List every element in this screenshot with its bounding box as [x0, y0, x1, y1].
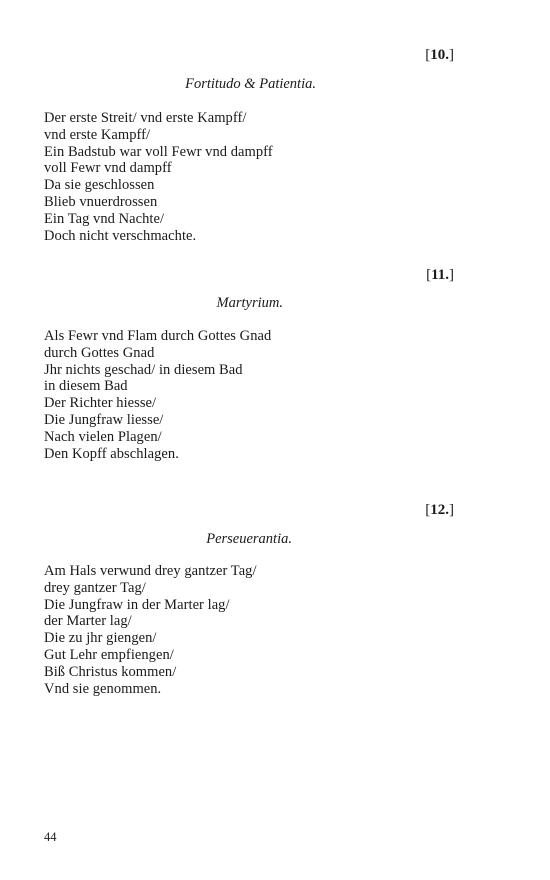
stanza-number-text: 10. — [430, 47, 449, 63]
stanza-title: Perseuerantia. — [206, 531, 292, 547]
verse-line: Die Jungfraw liesse/ — [44, 411, 164, 428]
verse-line: Den Kopff abschlagen. — [44, 445, 179, 462]
verse-line: Ein Tag vnd Nachte/ — [44, 210, 165, 227]
verse-line: vnd erste Kampff/ — [44, 126, 151, 143]
verse-line: Biß Christus kommen/ — [44, 663, 177, 680]
verse-line: Vnd sie genommen. — [44, 680, 162, 697]
verse-line: Der erste Streit/ vnd erste Kampff/ — [44, 110, 247, 126]
verse-list — [44, 110, 273, 244]
verse-line: durch Gottes Gnad — [44, 344, 155, 361]
stanza-number: [12.] — [425, 502, 454, 518]
verse-line: Nach vielen Plagen/ — [44, 428, 162, 445]
verse-line: Gut Lehr empfiengen/ — [44, 646, 174, 663]
verse-line: drey gantzer Tag/ — [44, 579, 146, 596]
verse-line: Da sie geschlossen — [44, 177, 155, 194]
stanza-number: [10.] — [425, 47, 454, 63]
verse-line: in diesem Bad — [44, 378, 128, 395]
verse-line: Jhr nichts geschad/ in diesem Bad — [44, 361, 243, 378]
verse-line: der Marter lag/ — [44, 613, 132, 630]
verse-line: Doch nicht verschmachte. — [44, 227, 197, 244]
verse-line: Die Jungfraw in der Marter lag/ — [44, 596, 230, 613]
stanza-number-text: 12. — [430, 502, 449, 518]
verse-line: Blieb vnuerdrossen — [44, 193, 158, 210]
verse-line: Der Richter hiesse/ — [44, 395, 157, 412]
stanza-number: [11.] — [426, 267, 454, 283]
verse-line: Ein Badstub war voll Fewr vnd dampff — [44, 143, 273, 160]
verse-line: Die zu jhr giengen/ — [44, 630, 157, 647]
stanza-number-text: 11. — [431, 267, 449, 283]
verse-line: Am Hals verwund drey gantzer Tag/ — [44, 563, 257, 579]
stanza-title: Martyrium. — [216, 295, 283, 311]
verse-line: Als Fewr vnd Flam durch Gottes Gnad — [44, 328, 272, 344]
stanza-title: Fortitudo & Patientia. — [185, 76, 316, 92]
page-number: 44 — [44, 830, 57, 844]
verse-line: voll Fewr vnd dampff — [44, 160, 172, 177]
verse-list — [44, 563, 257, 697]
verse-list — [44, 328, 271, 462]
